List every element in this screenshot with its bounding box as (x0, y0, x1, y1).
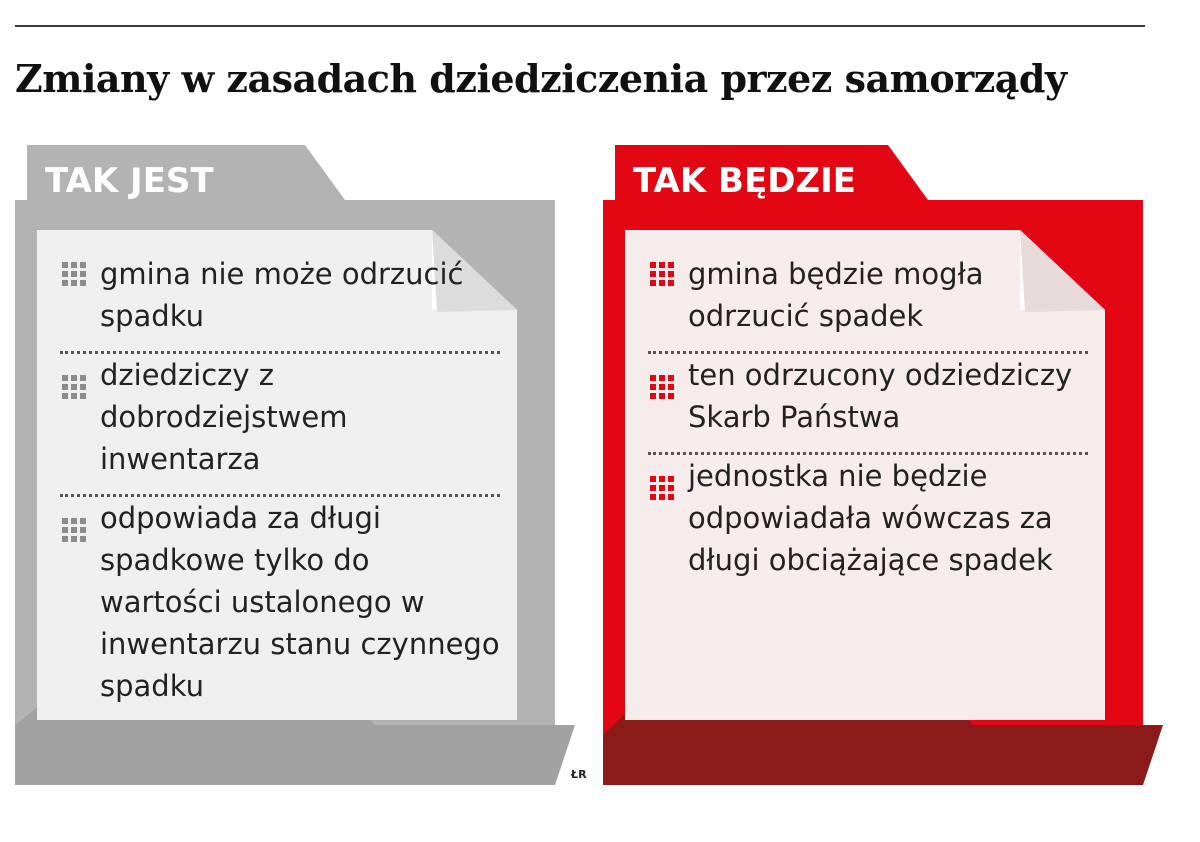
tab-label-future: TAK BĘDZIE (633, 161, 856, 201)
grid-bullet-icon (62, 518, 86, 542)
grid-bullet-icon (650, 476, 674, 500)
list-item (648, 455, 1088, 595)
grid-bullet-icon (62, 375, 86, 399)
list-item-text: odpowiada za długi spadkowe tylko do wartości ustalonego w inwentarzu stanu czynnego spadku (100, 501, 500, 703)
list-item-text: jednostka nie będzie odpowiadała wówczas za długi obciążające spadek (688, 459, 1053, 577)
list-item (648, 253, 1088, 351)
list-item (60, 253, 500, 351)
list-item-text: gmina będzie mogła odrzucić spadek (688, 257, 984, 333)
tab-label-current: TAK JEST (45, 161, 214, 201)
folder-current (15, 145, 575, 785)
headline: Zmiany w zasadach dziedziczenia przez samorządy (15, 56, 1067, 101)
list-current (60, 253, 500, 721)
list-item (648, 354, 1088, 452)
list-item-text: gmina nie może odrzucić spadku (100, 257, 464, 333)
grid-bullet-icon (62, 262, 86, 286)
list-item (60, 497, 500, 721)
top-rule (15, 25, 1145, 27)
grid-bullet-icon (650, 375, 674, 399)
grid-bullet-icon (650, 262, 674, 286)
folder-future (603, 145, 1163, 785)
list-item-text: dziedziczy z dobrodziejstwem inwentarza (100, 358, 348, 476)
list-item-text: ten odrzucony odziedziczy Skarb Państwa (688, 358, 1073, 434)
list-item (60, 354, 500, 494)
list-future (648, 253, 1088, 595)
author-credit: ŁR (571, 768, 587, 781)
